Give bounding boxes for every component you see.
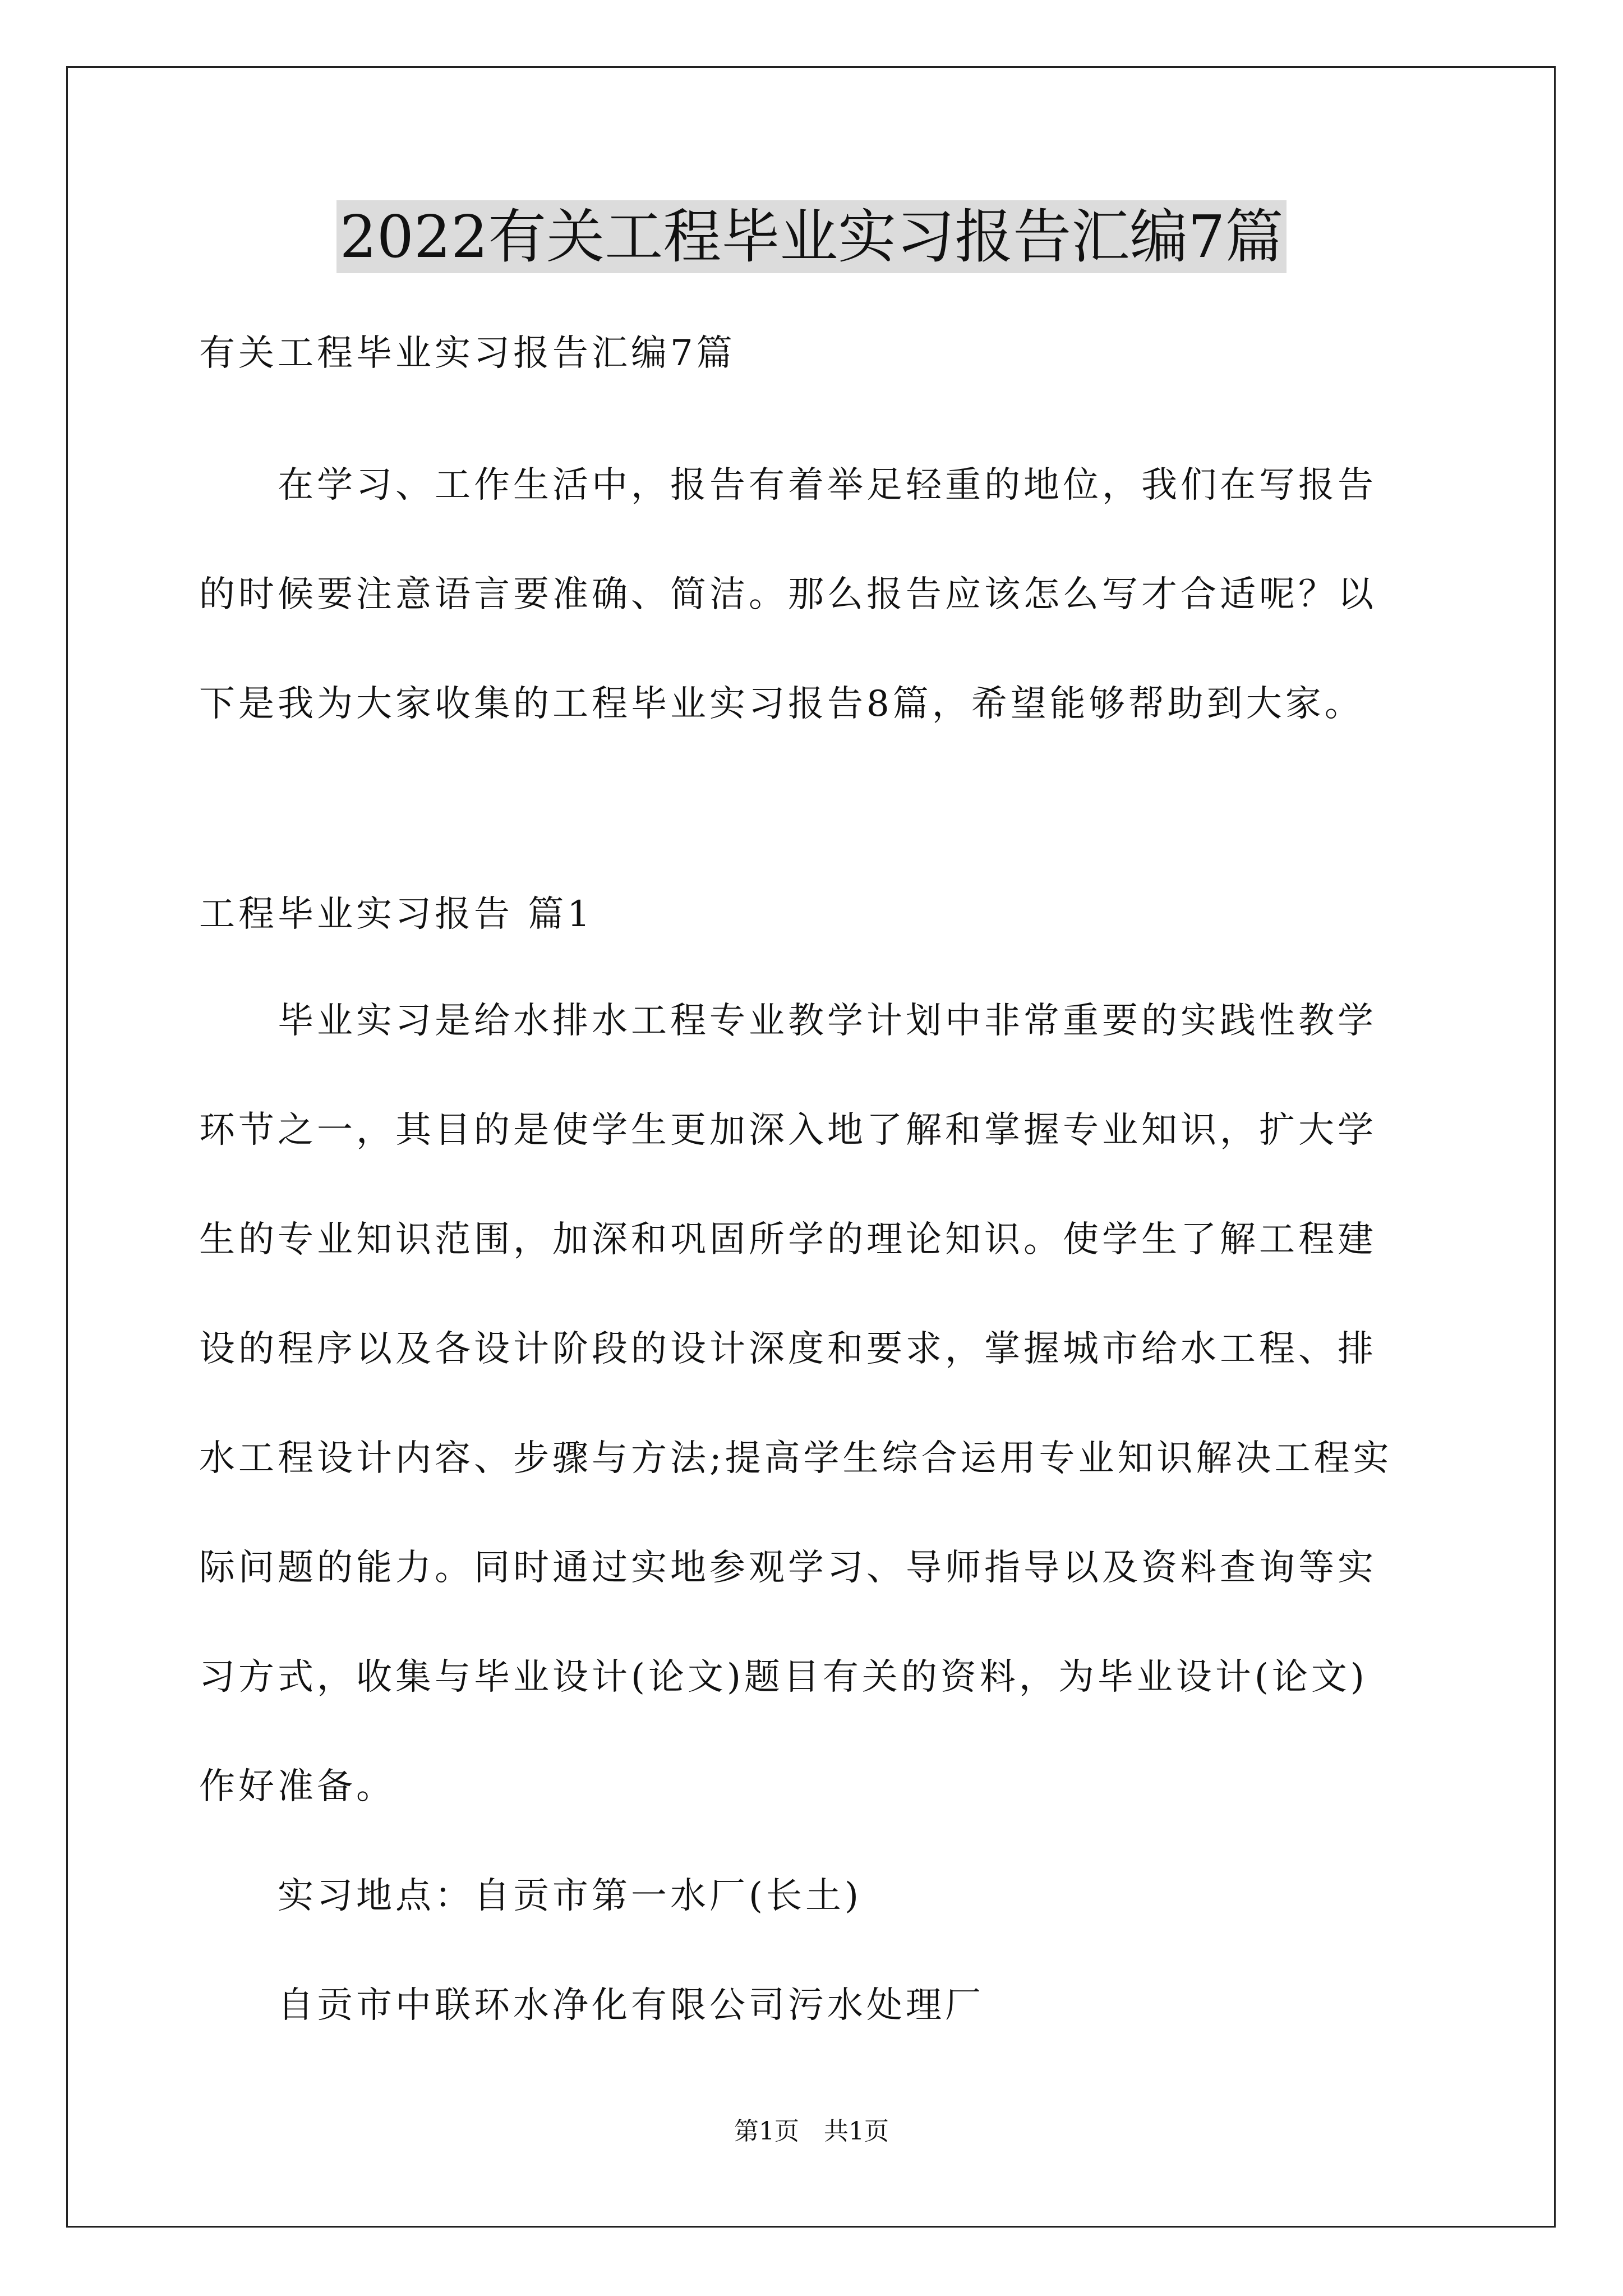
location-line-1: 实习地点：自贡市第一水厂(长土)	[199, 1875, 862, 1917]
body-line-1: 毕业实习是给水排水工程专业教学计划中非常重要的实践性教学	[199, 1000, 1377, 1042]
subtitle-line: 有关工程毕业实习报告汇编7篇	[199, 333, 736, 374]
document-title	[0, 197, 1623, 276]
body-line-2: 环节之一，其目的是使学生更加深入地了解和掌握专业知识，扩大学	[199, 1110, 1377, 1151]
body-line-4: 设的程序以及各设计阶段的设计深度和要求，掌握城市给水工程、排	[199, 1328, 1377, 1370]
intro-line-3: 下是我为大家收集的工程毕业实习报告8篇，希望能够帮助到大家。	[199, 683, 1364, 725]
body-line-6: 际问题的能力。同时通过实地参观学习、导师指导以及资料查询等实	[199, 1547, 1377, 1589]
location-line-2: 自贡市中联环水净化有限公司污水处理厂	[199, 1985, 984, 2026]
intro-line-2: 的时候要注意语言要准确、简洁。那么报告应该怎么写才合适呢？以	[199, 574, 1377, 615]
page-footer: 第1页 共1页	[734, 2117, 889, 2146]
body-line-3: 生的专业知识范围，加深和巩固所学的理论知识。使学生了解工程建	[199, 1219, 1377, 1260]
body-line-7: 习方式，收集与毕业设计(论文)题目有关的资料，为毕业设计(论文)	[199, 1657, 1368, 1698]
document-title-text: 2022有关工程毕业实习报告汇编7篇	[336, 200, 1287, 273]
body-line-8: 作好准备。	[199, 1766, 395, 1807]
section-heading: 工程毕业实习报告 篇1	[199, 894, 594, 935]
body-line-5: 水工程设计内容、步骤与方法;提高学生综合运用专业知识解决工程实	[199, 1438, 1393, 1479]
intro-line-1: 在学习、工作生活中，报告有着举足轻重的地位，我们在写报告	[199, 464, 1377, 506]
